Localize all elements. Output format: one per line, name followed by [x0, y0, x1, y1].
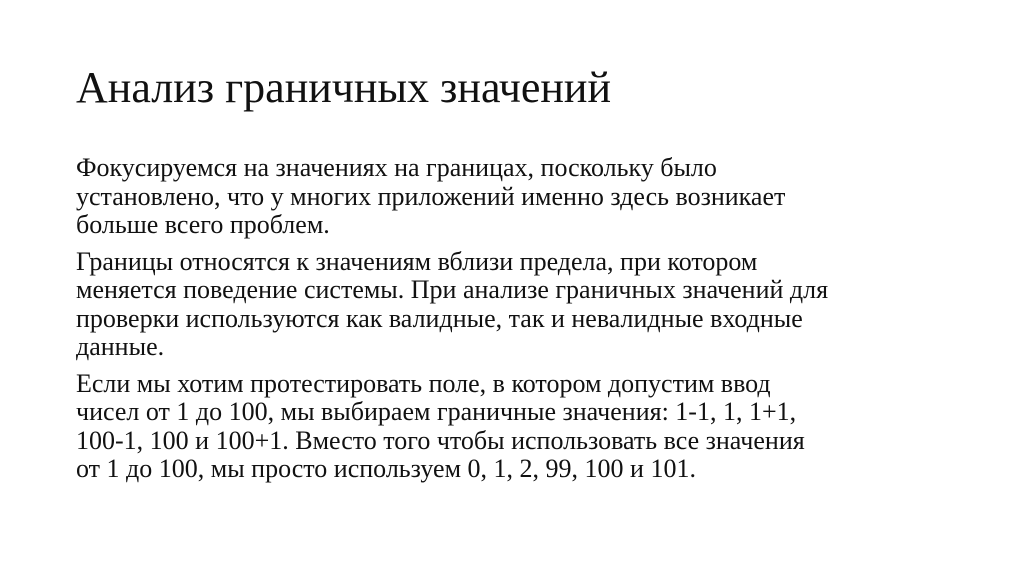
text-line: проверки используются как валидные, так и невалидные входные	[76, 303, 803, 333]
text-line: от 1 до 100, мы просто используем 0, 1, 2, 99, 100 и 101.	[76, 454, 696, 483]
paragraph-boundary-focus	[76, 154, 956, 240]
text-line: меняется поведение системы. При анализе граничных значений для	[76, 275, 829, 304]
text-line: 100-1, 100 и 100+1. Вместо того чтобы использовать все значения	[76, 425, 805, 455]
slide-body	[76, 154, 956, 492]
text-line: данные.	[76, 332, 165, 361]
text-line: больше всего проблем.	[76, 210, 330, 239]
paragraph-boundary-definition	[76, 248, 956, 362]
paragraph-boundary-example	[76, 370, 956, 484]
text-line: чисел от 1 до 100, мы выбираем граничные значения: 1-1, 1, 1+1,	[76, 397, 797, 426]
text-line: Фокусируемся на значениях на границах, поскольку было	[76, 153, 717, 182]
slide-title: Анализ граничных значений	[76, 63, 612, 112]
text-line: Границы относятся к значениям вблизи предела, при котором	[76, 246, 758, 276]
text-line: установлено, что у многих приложений именно здесь возникает	[76, 181, 786, 211]
text-line: Если мы хотим протестировать поле, в котором допустим ввод	[76, 368, 771, 398]
